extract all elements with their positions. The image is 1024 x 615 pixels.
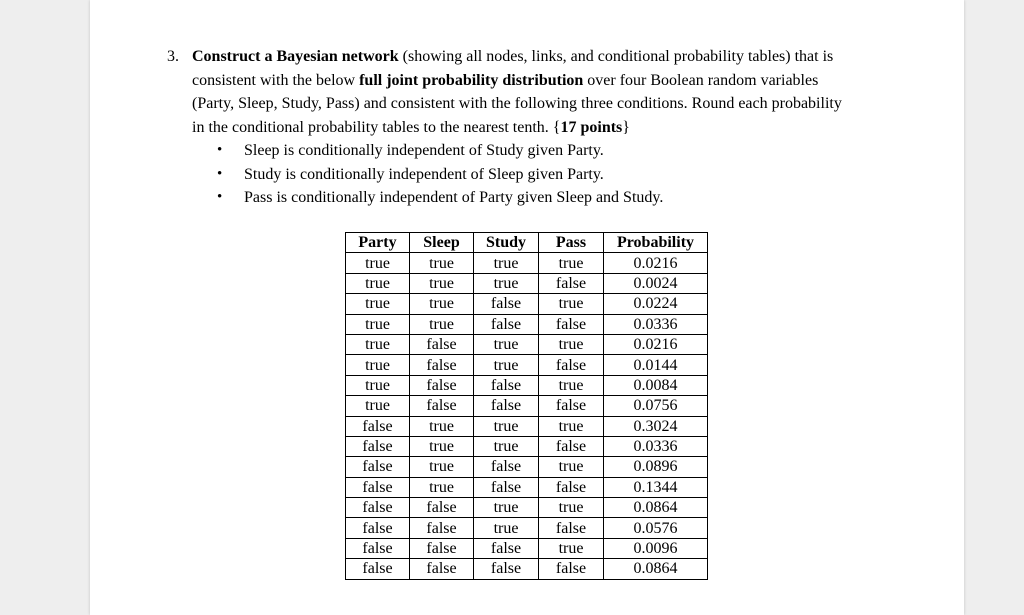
- cell-probability: 0.0096: [604, 538, 708, 558]
- bullet-icon: •: [217, 165, 223, 182]
- cell-sleep: false: [410, 396, 474, 416]
- question-3: [167, 45, 852, 210]
- table-row: [346, 498, 708, 518]
- cell-probability: 0.0224: [604, 294, 708, 314]
- table-row: [346, 396, 708, 416]
- cell-sleep: true: [410, 416, 474, 436]
- cell-party: false: [346, 559, 410, 579]
- question-text: [192, 45, 852, 139]
- condition-item: [192, 139, 852, 163]
- cell-study: false: [474, 457, 539, 477]
- table-row: [346, 538, 708, 558]
- cell-probability: 0.3024: [604, 416, 708, 436]
- cell-pass: false: [539, 518, 604, 538]
- column-header-probability: Probability: [604, 233, 708, 253]
- cell-probability: 0.0216: [604, 253, 708, 273]
- cell-pass: true: [539, 253, 604, 273]
- cell-sleep: false: [410, 538, 474, 558]
- cell-party: true: [346, 396, 410, 416]
- cell-pass: false: [539, 477, 604, 497]
- cell-probability: 0.0336: [604, 314, 708, 334]
- cell-party: true: [346, 294, 410, 314]
- question-number: 3.: [167, 48, 179, 65]
- bullet-icon: •: [217, 189, 223, 205]
- bullet-icon: •: [217, 142, 223, 158]
- conditions-list: [192, 139, 852, 210]
- table-header-row: [346, 233, 708, 253]
- cell-probability: 0.0864: [604, 498, 708, 518]
- cell-probability: 0.0216: [604, 334, 708, 354]
- cell-pass: true: [539, 416, 604, 436]
- cell-probability: 0.1344: [604, 477, 708, 497]
- cell-sleep: false: [410, 559, 474, 579]
- cell-party: false: [346, 498, 410, 518]
- cell-study: true: [474, 334, 539, 354]
- column-header-study: Study: [474, 233, 539, 253]
- cell-pass: false: [539, 273, 604, 293]
- cell-study: true: [474, 436, 539, 456]
- condition-item: [192, 186, 852, 210]
- cell-probability: 0.0144: [604, 355, 708, 375]
- condition-text: Study is conditionally independent of Sleep given Party.: [244, 165, 604, 183]
- column-header-pass: Pass: [539, 233, 604, 253]
- cell-study: false: [474, 375, 539, 395]
- cell-party: false: [346, 416, 410, 436]
- cell-sleep: false: [410, 498, 474, 518]
- table-row: [346, 477, 708, 497]
- question-bold-distribution: full joint probability distribution: [359, 71, 584, 89]
- cell-pass: false: [539, 559, 604, 579]
- table-row: [346, 355, 708, 375]
- cell-study: true: [474, 253, 539, 273]
- cell-sleep: true: [410, 273, 474, 293]
- condition-text: Sleep is conditionally independent of Study given Party.: [244, 142, 604, 159]
- cell-study: true: [474, 273, 539, 293]
- cell-study: false: [474, 314, 539, 334]
- question-bold-title: Construct a Bayesian network: [192, 48, 399, 65]
- cell-study: true: [474, 498, 539, 518]
- cell-sleep: false: [410, 334, 474, 354]
- cell-party: false: [346, 457, 410, 477]
- table-row: [346, 375, 708, 395]
- cell-study: true: [474, 355, 539, 375]
- cell-probability: 0.0756: [604, 396, 708, 416]
- cell-party: true: [346, 334, 410, 354]
- cell-sleep: true: [410, 314, 474, 334]
- cell-study: false: [474, 477, 539, 497]
- cell-pass: false: [539, 355, 604, 375]
- cell-sleep: false: [410, 355, 474, 375]
- table-row: [346, 457, 708, 477]
- column-header-sleep: Sleep: [410, 233, 474, 253]
- cell-pass: true: [539, 457, 604, 477]
- cell-party: true: [346, 375, 410, 395]
- cell-study: false: [474, 294, 539, 314]
- table-row: [346, 416, 708, 436]
- cell-party: false: [346, 436, 410, 456]
- cell-party: true: [346, 273, 410, 293]
- cell-probability: 0.0864: [604, 559, 708, 579]
- question-text-part-1: (showing all nodes, links, and conditional probability tables) that is consistent with the below: [192, 48, 834, 89]
- cell-pass: true: [539, 375, 604, 395]
- table-row: [346, 294, 708, 314]
- cell-sleep: false: [410, 518, 474, 538]
- cell-pass: true: [539, 334, 604, 354]
- cell-pass: true: [539, 498, 604, 518]
- cell-study: true: [474, 416, 539, 436]
- question-points: 17 points: [560, 118, 623, 136]
- cell-study: true: [474, 518, 539, 538]
- table-row: [346, 253, 708, 273]
- cell-sleep: true: [410, 253, 474, 273]
- cell-party: true: [346, 314, 410, 334]
- cell-sleep: true: [410, 477, 474, 497]
- cell-sleep: true: [410, 436, 474, 456]
- column-header-party: Party: [346, 233, 410, 253]
- cell-party: false: [346, 538, 410, 558]
- question-text-part-2: over four Boolean random variables (Party, Sleep, Study, Pass) and consistent with the following three conditions. Round each probability in the conditional probability tables to the nearest tenth. {: [192, 71, 842, 136]
- cell-sleep: true: [410, 457, 474, 477]
- cell-sleep: true: [410, 294, 474, 314]
- table-row: [346, 273, 708, 293]
- cell-sleep: false: [410, 375, 474, 395]
- cell-pass: true: [539, 294, 604, 314]
- table-row: [346, 559, 708, 579]
- table-row: [346, 334, 708, 354]
- cell-pass: false: [539, 436, 604, 456]
- cell-study: false: [474, 538, 539, 558]
- cell-probability: 0.0336: [604, 436, 708, 456]
- cell-study: false: [474, 396, 539, 416]
- document-page: [90, 0, 964, 615]
- cell-probability: 0.0024: [604, 273, 708, 293]
- cell-probability: 0.0084: [604, 375, 708, 395]
- joint-probability-table: [345, 232, 708, 580]
- cell-party: false: [346, 518, 410, 538]
- cell-party: true: [346, 253, 410, 273]
- cell-pass: true: [539, 538, 604, 558]
- table-row: [346, 436, 708, 456]
- condition-text: Pass is conditionally independent of Party given Sleep and Study.: [244, 189, 664, 206]
- cell-probability: 0.0896: [604, 457, 708, 477]
- cell-probability: 0.0576: [604, 518, 708, 538]
- cell-pass: false: [539, 314, 604, 334]
- cell-party: true: [346, 355, 410, 375]
- cell-pass: false: [539, 396, 604, 416]
- question-text-part-3: }: [622, 118, 630, 136]
- condition-item: [192, 163, 852, 187]
- cell-party: false: [346, 477, 410, 497]
- table-row: [346, 518, 708, 538]
- table-row: [346, 314, 708, 334]
- cell-study: false: [474, 559, 539, 579]
